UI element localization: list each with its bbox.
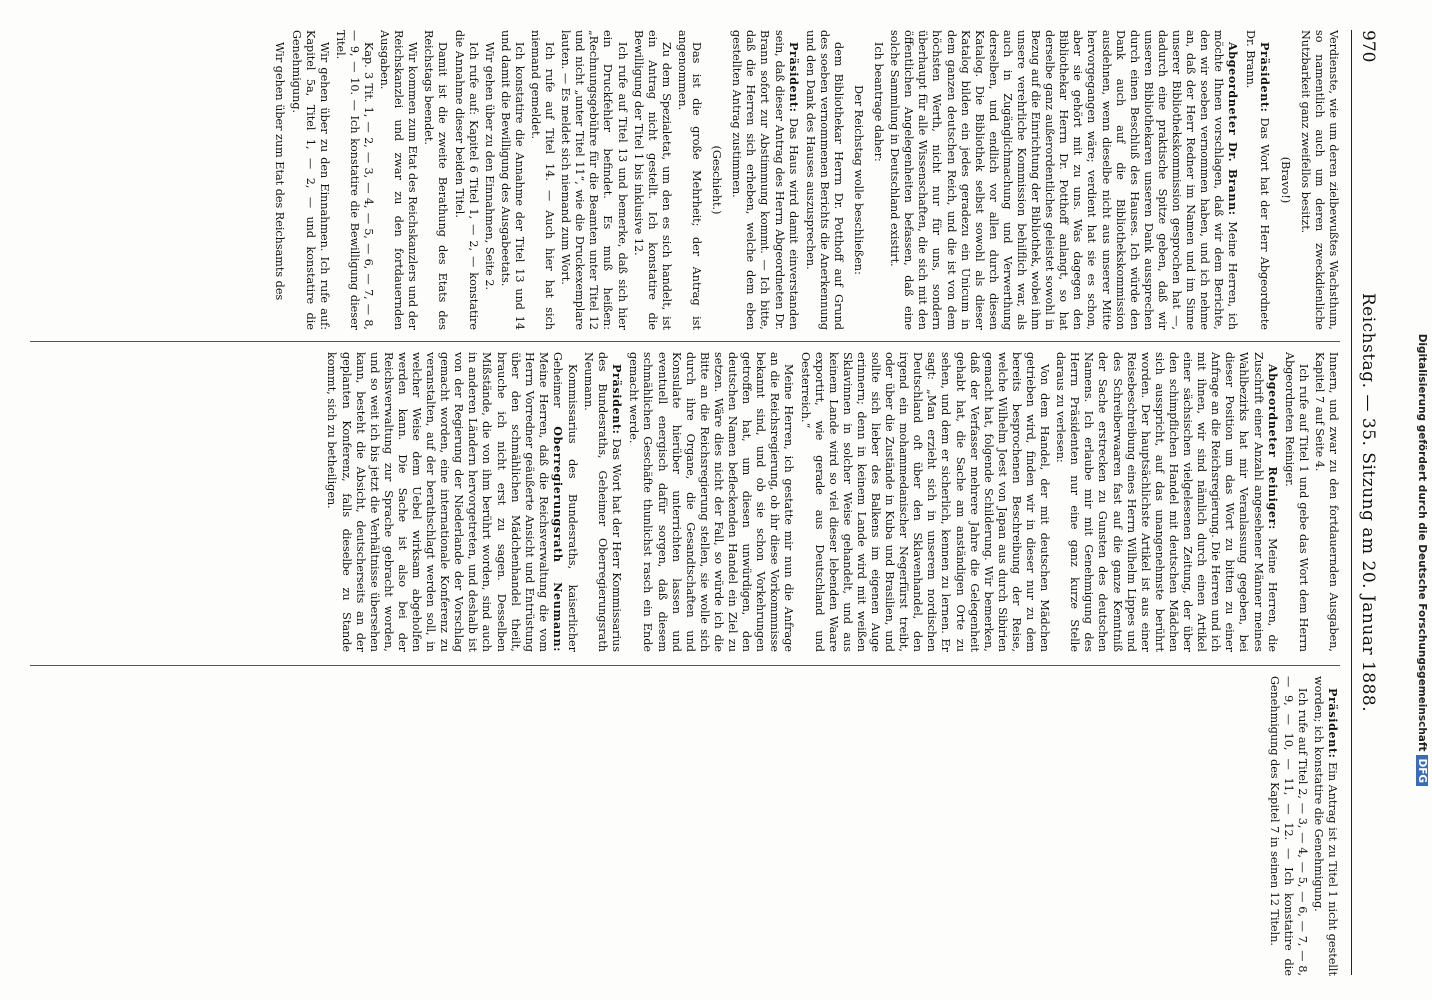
column-divider — [30, 665, 1340, 666]
paragraph: Meine Herren, ich gestatte mir nun die Anfrage an die Reichsregierung, ob ihr diese Vorkommnisse bekannt sind, und ob sie schon Vorkehrungen getroffen hat, um diesen unwürdigen, den deutschen Namen befleckenden Handel ein Ziel zu setzen. Wäre dies nicht der Fall, so würde ich die Bitte an die Reichsregierung stellen, sie wolle sich durch ihre Organe, die Gesandtschaften und Konsulate hierüber unterrichten lassen und eventuell energisch dafür sorgen, daß diesem schmählichen Geschäfte thunlichst rasch ein Ende gemacht werde. — [627, 352, 796, 652]
credit-text: Digitalisierung gefördert durch die Deutsche Forschungsgemeinschaft — [1416, 333, 1428, 752]
paragraph: Kap. 3 Tit. 1, — 2, — 3, — 4, — 5, — 6, — 7, — 8, — 9, — 10. — Ich konstatire die Bewilligung dieser Titel. — [333, 30, 375, 330]
paragraph: Der Reichstag wolle beschließen: — [852, 85, 865, 275]
speaker-name: Präsident: — [1326, 688, 1340, 759]
text-column-1 — [30, 30, 1340, 330]
paragraph: Präsident: Das Wort hat der Herr Abgeordnete Dr. Brann. — [1243, 30, 1272, 330]
interjection: (Geschieht.) — [710, 145, 724, 215]
paragraph: Zu dem Spezialetat, um den es sich handelt, ist ein Antrag nicht gestellt. Ich konstatire die Bewilligung der Titel 1 bis inklusive 12. — [631, 30, 673, 330]
paragraph: Ich rufe auf: Kapitel 6 Titel 1, — 2, — konstatire die Annahme dieser beiden Titel. — [452, 30, 480, 330]
speaker-name: Abgeordneter Dr. Brann: — [1226, 42, 1241, 216]
paragraph: Präsident: Das Haus wird damit einverstanden sein, daß dieser Antrag des Herrn Abgeordneten Dr. Brann sofort zur Abstimmung kommt. — Ich bitte, daß die Herren sich erheben, welche dem eben gestellten Antrag zustimmen. — [730, 30, 801, 330]
dfg-logo: DFG — [1416, 755, 1428, 786]
paragraph: Ich rufe auf Titel 1 und gebe das Wort dem Herrn Abgeordneten Reiniger. — [1282, 352, 1310, 652]
speaker-name: Präsident: — [1257, 42, 1272, 113]
speaker-name: Abgeordneter Reiniger: — [1265, 364, 1280, 530]
paragraph: Präsident: Das Wort hat der Herr Kommissarius des Bundesraths, Geheimer Oberregierungsrath Neumann. — [582, 352, 625, 652]
text-column-2 — [30, 352, 1340, 652]
paragraph: Wir gehen über zu den Einnahmen, Seite 2. — [482, 42, 496, 291]
interjection: (Bravo!) — [1278, 156, 1292, 204]
paragraph: dem Bibliothekar Herrn Dr. Potthoff auf Grund des soeben vernommenen Berichts die Anerkennung und den Dank des Hauses auszusprechen. — [803, 30, 845, 330]
text-column-3 — [30, 676, 1340, 976]
paragraph: Ich rufe auf Titel 2, — 3, — 4, — 5, — 6, — 7, — 8, — 9, — 10, — 11, — 12. — Ich konstatire die Genehmigung des Kapitel 7 in seinen 12 Titeln. — [1267, 676, 1309, 976]
paragraph: Das ist die große Mehrheit; der Antrag ist angenommen. — [675, 30, 704, 330]
speaker-name: Oberregierungsrath Neumann: — [550, 426, 565, 652]
paragraph: Verdienste, wie um deren zielbewußtes Wachsthum, so namentlich auch um deren zweckdienliche Nutzbarkeit ganz zweifellos besitzt. — [1298, 30, 1340, 330]
paragraph: Kommissarius des Bundesraths, kaiserlicher Geheimer Oberregierungsrath Neumann: Meine Herren, daß die Reichsverwaltung die vom Herrn Vorredner geäußerte Ansicht und Entrüstung über den schmählichen Mädchenhandel theilt, brauche ich nicht erst zu sagen. Desselben Mißstände, die von ihm berührt worden, sind auch in anderen Ländern hervorgetreten, und deshalb ist von der Regierung der Niederlande der Vorschlag gemacht worden, eine internationale Konferenz zu veranstalten, auf der berathschlagt werden soll, in welcher Weise dem Uebel wirksam abgeholfen werden kann. Die Sache ist also bei der Reichsverwaltung zur Sprache gebracht worden, und so weit ich bis jetzt die Verhältnisse übersehen kann, besteht die Absicht, deutscherseits an der geplanten Konferenz, falls dieselbe zu Stande kommt, sich zu betheiligen. — [325, 352, 580, 652]
page-title: Reichstag. — 35. Sitzung am 20. Januar 1888. — [1358, 292, 1378, 713]
paragraph: Wir gehen über zum Etat des Reichsamts des — [273, 42, 287, 301]
column-divider — [30, 341, 1340, 342]
digitization-credit — [1412, 14, 1428, 786]
speaker-name: Präsident: — [786, 42, 801, 113]
page-header — [1351, 30, 1382, 975]
paragraph: Ich beantrage daher: — [872, 42, 886, 162]
paragraph: Präsident: Ein Antrag ist zu Titel 1 nicht gestellt worden; ich konstatire die Genehmigung. — [1311, 676, 1340, 976]
paragraph: Innern, und zwar zu den fortdauernden Ausgaben, Kapitel 7 auf Seite 4. — [1312, 352, 1340, 652]
paragraph: Ich rufe auf Titel 14. — Auch hier hat sich niemand gemeldet. — [529, 30, 557, 330]
paragraph: Ich rufe auf Titel 13 und bemerke, daß sich hier ein Druckfehler befindet. Es muß heißen: „Rechnungsgebühre für die Beamten unter Titel 12 und nicht „unter Titel 11“, wie die Druckexemplare lauten. — Es meldet sich niemand zum Wort. — [559, 30, 629, 330]
paragraph: Wir kommen zum Etat des Reichskanzlers und der Reichskanzlei und zwar zu den fortdauernden Ausgaben. — [378, 30, 420, 330]
paragraph: Ich konstatire die Annahme der Titel 13 und 14 und damit die Bewilligung des Ausgabeetats. — [498, 30, 526, 330]
paragraph: Abgeordneter Dr. Brann: Meine Herren, ich möchte Ihnen vorschlagen, daß wir dem Berichte, den wir soeben vernommen haben, und ich nehme an, daß der Herr Redner im Namen und im Sinne unserer Bibliothekskommission gesprochen hat —, dadurch eine praktische Spitze geben, daß wir unseren Bibliothekaren unseren Dank aussprechen durch einen Beschluß des Hauses. Ich würde den Dank auch auf die Bibliothekskommission ausdehnen, wenn dieselbe nicht aus unserer Mitte hervorgegangen wäre; verdient hat sie es schon, aber sie gehört mit zu uns. Was dagegen den Bibliothekar Herrn Dr. Potthoff anlangt, so hat derselbe ganz außerordentliches geleistet sowohl in Bezug auf die Einrichtung der Bibliothek, wobei ihm unsere verehrliche Kommission behilflich war, als auch in Zugänglichmachung und Verwerthung derselben, und endlich vor allen durch diesen Katalog. Die Bibliothek selbst sowohl als dieser Katalog bilden ein jedes geradezu ein Unicum in dem ganzen deutschen Reich, und die ist von dem höchsten Werth, nicht nur für uns, sondern überhaupt für alle Wissenschaften, die sich mit den öffentlichen Angelegenheiten befassen, daß eine solche Sammlung in Deutschland existirt. — [888, 30, 1241, 330]
page-number: 970 — [1358, 30, 1378, 63]
paragraph: Damit ist die zweite Berathung des Etats des Reichstags beendet. — [422, 30, 450, 330]
paragraph: Abgeordneter Reiniger: Meine Herren, die Zuschrift einer Anzahl angesehener Männer meines Wahlbezirks hat mir Veranlassung gegeben, bei dieser Position um das Wort zu bitten zu einer Anfrage an die Reichsregierung. Die Herren und ich mit ihnen, wir sind nämlich durch einen Artikel einer sächsischen vielgelesenen Zeitung, der über den schimpflichen Handel mit deutschen Mädchen sich ausspricht, auf das unangenehmste berührt worden. Der hauptsächlichste Artikel ist aus einer Reisebeschreibung eines Herrn Wilhelm Lippes und des Schreiberwaaren fast auf die ganze Kenntniß der Sache erstrecken zu Gunsten des deutschen Namens. Ich erlaube mir mit Genehmigung des Herrn Präsidenten nur eine ganz kurze Stelle daraus zu verlesen: — [1054, 352, 1280, 652]
quotation: Von dem Handel, der mit deutschen Mädchen getrieben wird, finden wir in dieser nur zu dem bereits besprochenen Beschreibung der Reise, welche Wilhelm Joest von Japan aus durch Sibirien gemacht hat, folgende Schilderung. Wir bemerken, daß der Verfasser mehrere Jahre die Gelegenheit gehabt hat, die Sache am anständigen Orte zu sehen, und dem er sicherlich, kennen zu lernen. Er sagt: „Man erzieht sich in unserem nordischen Deutschland oft über den Sklavenhandel, den irgend ein mohammedanischer Negerfürst treibt, oder über die Zustände in Kuba und Brasilien, und sollte sich lieber des Balkens im eigenen Auge erinnern; denn in keinem Lande wird mit weißen Sklavinnen in solcher Weise gehandelt, und aus keinem Lande wird so viel dieser lebenden Waare exportirt, wie gerade aus Deutschland und Oesterreich.“ — [798, 352, 1052, 652]
speaker-name: Präsident: — [610, 364, 625, 435]
paragraph: Wir gehen über zu den Einnahmen. Ich rufe auf: Kapitel 5a, Titel 1, — 2, — und konstatire die Genehmigung. — [289, 30, 331, 330]
